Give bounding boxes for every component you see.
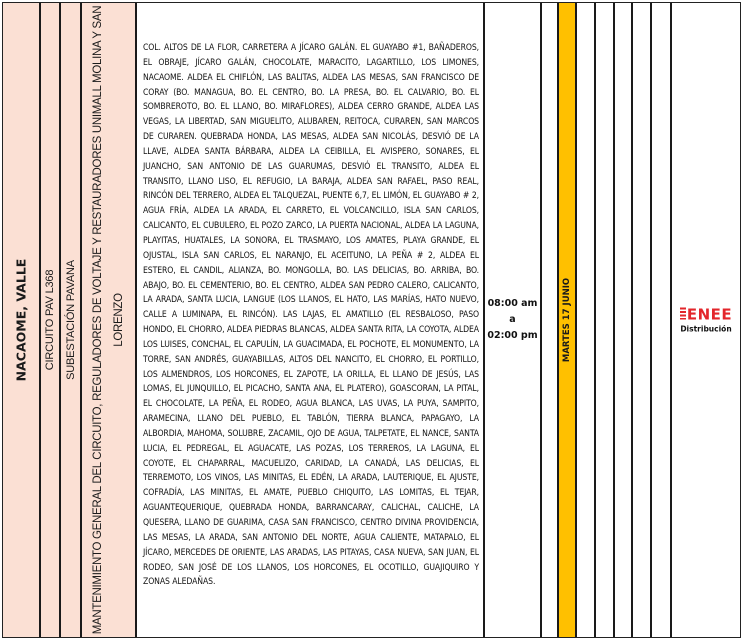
time-end: 02:00 pm: [487, 330, 538, 341]
work-description: [88, 6, 130, 634]
time-start: 08:00 am a: [487, 298, 538, 325]
affected-areas-text: COL. ALTOS DE LA FLOR, CARRETERA A JÍCARO GALÁN. EL GUAYABO #1, BAÑADEROS, EL OBRAJE, JÍCARO GALÁN, CHOCOLATE, MARACITO, LAGARTILLO, LOS LIMONES, NACAOME. ALDEA EL CHIFLÓN, LAS BALITAS, ALDEA LAS MESAS, SAN FRANCISCO DE CORAY (BO. MANAGUA, BO. EL CENTRO, BO. LA PRESA, BO. EL CALVARIO, BO. EL SOMBREROTO, BO. EL LLANO, BO. MIRAFLORES), ALDEA CERRO GRANDE, ALDEA LAS VEGAS, LA LIBERTAD, SAN MIGUELITO, ALUBAREN, REITOCA, CURAREN, SAN MARCOS DE CURAREN. QUEBRADA HONDA, LAS MESAS, ALDEA SAN NICOLÁS, DESVIÓ DE LA LLAVE, ALDEA SANTA BÁRBARA, ALDEA LA CEIBILLA, EL AVISPERO, SONARES, EL JUANCHO, SAN ANTONIO DE LAS GUARUMAS, DESVIÓ EL TRANSITO, ALDEA EL TRANSITO, LLANO LISO, EL REFUGIO, LA BARAJA, ALDEA SAN RAFAEL, PASO REAL, RINCÓN DEL TERRERO, ALDEA EL TALQUEZAL, PUENTE 6,7, EL LIMÓN, EL GUAYABO # 2, AGUA FRÍA, ALDEA LA ARADA, EL CARRETO, EL VOLCANCILLO, ISLA SAN CARLOS, CALICANTO, EL CUBULERO, EL POZO ZARCO, LA PUERTA NACIONAL, ALDEA LA LAGUNA, PLAYITAS, HUATALES, LA SONORA, EL TRASMAYO, LOS AMATES, PLAYA GRANDE, EL OJUSTAL, ISLA SAN CARLOS, EL NARANJO, EL ACEITUNO, LA PEÑA # 2, ALDEA EL ESTERO, EL CANDIL, ALIANZA, BO. MONGOLLA, BO. LAS DELICIAS, BO. ARRIBA, BO. ABAJO, BO. EL CEMENTERIO, BO. EL CENTRO, ALDEA SAN PEDRO CALERO, CALICANTO, LA ARADA, SANTA LUCIA, LANGUE (LOS LLANOS, EL HATO, LAS MARÍAS, HATO NUEVO, CALLE A LUMINAPA, EL RINCÓN). LAS LAJAS, EL AMATILLO (EL RESBALOSO, PASO HONDO, EL CHORRO, ALDEA PIEDRAS BLANCAS, ALDEA SANTA RITA, LA COYOTA, ALDEA LOS LUISES, CONCHAL, EL CAPULÍN, LA GUACIMADA, EL POCHOTE, EL MONUMENTO, LA TORRE, SAN ANDRÉS, GUAYABILLAS, ALTOS DEL NANCITO, EL CHORRO, EL PORTILLO, LOS ALMENDROS, LOS HORCONES, EL ZAPOTE, LA ORILLA, EL LLANO DE JESÚS, LAS LOMAS, EL JUNQUILLO, EL PICACHO, SANTA ANA, EL PLATERO), GOASCORAN, LA PITAL, EL CHOCOLATE, LA PEÑA, EL RODEO, AGUA BLANCA, LAS UVAS, LA PUYA, SAMPITO, ARAMECINA, LLANO DEL PUEBLO, EL TABLÓN, TIERRA BLANCA, PAPAGAYO, LA ALBORDIA, MAHOMA, SOLUBRE, ZACAMIL, OJO DE AGUA, TALPETATE, EL NANCE, SANTA LUCIA, EL PEDREGAL, EL AGUACATE, LAS POZAS, LOS TERREROS, LA LAGUNA, EL COYOTE, EL CHAPARRAL, MACUELIZO, CARIDAD, LA CANADÁ, LAS DELICIAS, EL TERREMOTO, LOS VINOS, LAS MINITAS, EL EDÉN, LA ARADA, LAUTERIQUE, EL AJUSTE, COFRADÍA, LAS MINITAS, EL AMATE, PUEBLO CHIQUITO, LAS LOMITAS, EL TEJAR, AGUANTEQUERIQUE, QUEBRADA HONDA, BARRANCARAY, CALICHAL, CALICHE, LA QUESERA, LLANO DE GUARIMA, CASA SAN FRANCISCO, CENTRO DIVINA PROVIDENCIA, LAS MESAS, LA ARADA, SAN ANTONIO DEL NORTE, AGUA CALIENTE, MATAPALO, EL JÍCARO, MERCEDES DE ORIENTE, LAS ARADAS, LAS PITAYAS, CASA NUEVA, SAN JUAN, EL RODEO, SAN JOSÉ DE LOS LLANOS, LOS HORCONES, EL OCOTILLO, GUAJIQUIRO Y ZONAS ALEDAÑAS.: [143, 43, 479, 588]
department-label: NACAOME, VALLE: [13, 258, 29, 382]
logo-brand: ENEE: [686, 305, 733, 324]
empty-cell: [633, 3, 652, 637]
substation-cell: [61, 3, 82, 637]
empty-cell: [542, 3, 559, 637]
enee-logo: [672, 307, 740, 334]
empty-cell: [596, 3, 615, 637]
empty-cell: [615, 3, 633, 637]
empty-cell: [577, 3, 596, 637]
time-range: [485, 296, 540, 344]
empty-cell: [652, 3, 672, 637]
circuit-cell: [41, 3, 61, 637]
outage-schedule-table: [2, 2, 741, 638]
work-description-line1: MANTENIMIENTO GENERAL DEL CIRCUITO, REGULADORES DE VOLTAJE Y RESTAURADORES UNIMALL MOLINA Y SAN: [91, 5, 104, 635]
circuit-label: CIRCUITO PAV L368: [44, 269, 56, 371]
substation-label: SUBESTACIÓN PAVANA: [64, 260, 77, 380]
time-cell: [485, 3, 542, 637]
work-description-cell: [82, 3, 137, 637]
affected-areas-cell: [137, 3, 485, 637]
date-label: MARTES 17 JUNIO: [562, 277, 572, 363]
date-cell: [559, 3, 577, 637]
logo-subtitle: Distribución: [680, 324, 732, 334]
enee-logo-icon: [680, 308, 686, 320]
logo-cell: [672, 3, 740, 637]
work-description-line2: LORENZO: [112, 293, 125, 347]
department-cell: [3, 3, 41, 637]
